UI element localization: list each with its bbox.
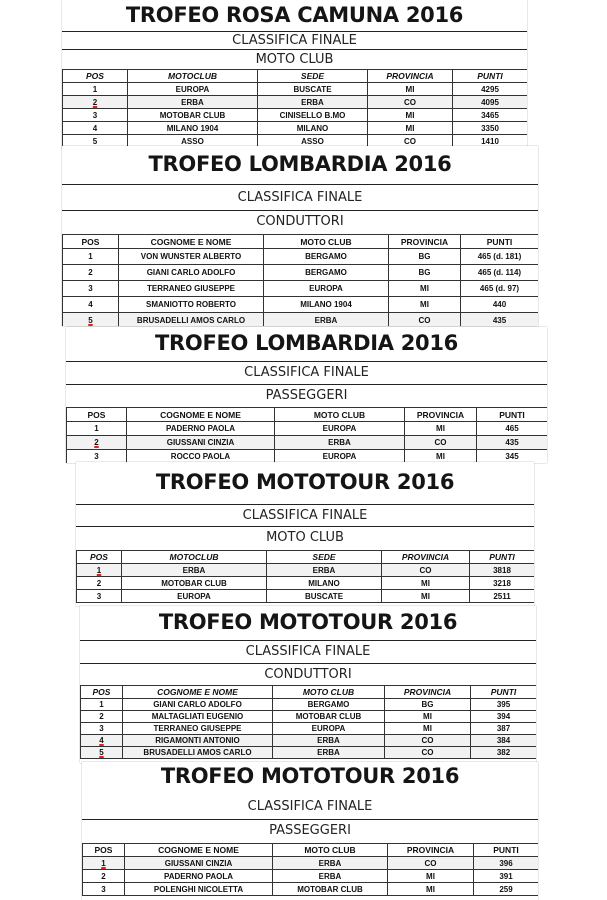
col-header: MOTOCLUB bbox=[122, 551, 267, 564]
ranking-table bbox=[66, 407, 547, 463]
cell-pos: 3 bbox=[77, 590, 122, 603]
cell-provincia: MI bbox=[385, 723, 471, 735]
ranking-table bbox=[80, 685, 536, 759]
cell-pos: 1 bbox=[63, 83, 128, 96]
cell-club: EUROPA bbox=[264, 281, 389, 297]
cell-pos: 3 bbox=[63, 281, 119, 297]
cell-sede: MILANO bbox=[267, 577, 382, 590]
table-header-row bbox=[81, 686, 537, 699]
col-header: POS bbox=[81, 686, 123, 699]
col-header: PROVINCIA bbox=[388, 844, 474, 857]
col-header: MOTO CLUB bbox=[275, 408, 405, 422]
cell-club: ERBA bbox=[273, 747, 385, 759]
cell-name: GIANI CARLO ADOLFO bbox=[123, 699, 273, 711]
col-header: MOTO CLUB bbox=[273, 844, 388, 857]
highlight-mark: 2 bbox=[92, 97, 98, 107]
col-header: SEDE bbox=[258, 70, 368, 83]
table-row bbox=[63, 297, 539, 313]
cell-punti: 345 bbox=[477, 450, 548, 464]
cell-pos: 1 bbox=[63, 249, 119, 265]
cell-club: EUROPA bbox=[122, 590, 267, 603]
cell-club: MOTOBAR CLUB bbox=[273, 711, 385, 723]
table-header-row bbox=[77, 551, 535, 564]
cell-name: GIUSSANI CINZIA bbox=[125, 857, 273, 870]
cell-sede: ERBA bbox=[267, 564, 382, 577]
sheet-mototour-passeggeri bbox=[82, 762, 538, 900]
table-row bbox=[77, 590, 535, 603]
col-header: MOTO CLUB bbox=[264, 235, 389, 249]
cell-club: ERBA bbox=[264, 313, 389, 327]
col-header: COGNOME E NOME bbox=[127, 408, 275, 422]
sheet-title: TROFEO LOMBARDIA 2016 bbox=[148, 152, 452, 176]
col-header: PROVINCIA bbox=[389, 235, 461, 249]
table-row bbox=[63, 265, 539, 281]
cell-provincia: BG bbox=[389, 249, 461, 265]
cell-provincia: MI bbox=[405, 422, 477, 436]
cell-club: ERBA bbox=[273, 857, 388, 870]
cell-pos bbox=[77, 564, 122, 577]
cell-pos: 5 bbox=[63, 135, 128, 148]
highlight-mark: 1 bbox=[101, 858, 106, 868]
col-header: PROVINCIA bbox=[368, 70, 453, 83]
table-row bbox=[63, 249, 539, 265]
col-header: POS bbox=[63, 70, 128, 83]
col-header: PUNTI bbox=[474, 844, 539, 857]
cell-pos: 3 bbox=[81, 723, 123, 735]
cell-club: ERBA bbox=[273, 870, 388, 883]
cell-punti: 465 (d. 97) bbox=[461, 281, 539, 297]
cell-punti: 435 bbox=[477, 436, 548, 450]
sheet-title: TROFEO MOTOTOUR 2016 bbox=[160, 764, 460, 788]
table-row bbox=[67, 436, 548, 450]
ranking-table bbox=[62, 69, 527, 148]
sheet-mototour-motoclub bbox=[76, 462, 534, 606]
cell-punti: 3218 bbox=[470, 577, 535, 590]
table-header-row bbox=[63, 70, 528, 83]
cell-name: BRUSADELLI AMOS CARLO bbox=[123, 747, 273, 759]
cell-club: BERGAMO bbox=[273, 699, 385, 711]
cell-club: ERBA bbox=[128, 96, 258, 109]
cell-sede: ERBA bbox=[258, 96, 368, 109]
cell-club: BERGAMO bbox=[264, 265, 389, 281]
cell-name: GIUSSANI CINZIA bbox=[127, 436, 275, 450]
cell-pos: 1 bbox=[81, 699, 123, 711]
cell-name: TERRANEO GIUSEPPE bbox=[123, 723, 273, 735]
col-header: PROVINCIA bbox=[385, 686, 471, 699]
cell-club: MOTOBAR CLUB bbox=[122, 577, 267, 590]
cell-sede: MILANO bbox=[258, 122, 368, 135]
cell-punti: 395 bbox=[471, 699, 537, 711]
table-row bbox=[63, 313, 539, 327]
cell-name: ROCCO PAOLA bbox=[127, 450, 275, 464]
sheet-subtitle: CLASSIFICA FINALE bbox=[76, 504, 534, 526]
cell-name: MALTAGLIATI EUGENIO bbox=[123, 711, 273, 723]
cell-pos bbox=[67, 436, 127, 450]
cell-punti: 465 (d. 181) bbox=[461, 249, 539, 265]
sheet-title: TROFEO MOTOTOUR 2016 bbox=[155, 470, 455, 494]
cell-provincia: BG bbox=[389, 265, 461, 281]
table-row bbox=[67, 450, 548, 464]
col-header: POS bbox=[63, 235, 119, 249]
cell-club: EUROPA bbox=[273, 723, 385, 735]
col-header: MOTO CLUB bbox=[273, 686, 385, 699]
col-header: PROVINCIA bbox=[405, 408, 477, 422]
cell-club: MOTOBAR CLUB bbox=[128, 109, 258, 122]
cell-pos: 2 bbox=[83, 870, 125, 883]
table-row bbox=[67, 422, 548, 436]
cell-punti: 387 bbox=[471, 723, 537, 735]
cell-punti: 396 bbox=[474, 857, 539, 870]
cell-name: POLENGHI NICOLETTA bbox=[125, 883, 273, 896]
cell-pos: 3 bbox=[63, 109, 128, 122]
cell-name: VON WUNSTER ALBERTO bbox=[119, 249, 264, 265]
cell-punti: 440 bbox=[461, 297, 539, 313]
table-row bbox=[63, 83, 528, 96]
sheet-category: PASSEGGERI bbox=[66, 384, 547, 407]
cell-provincia: MI bbox=[389, 281, 461, 297]
cell-pos: 4 bbox=[63, 122, 128, 135]
table-row bbox=[63, 109, 528, 122]
cell-provincia: CO bbox=[405, 436, 477, 450]
cell-punti: 259 bbox=[474, 883, 539, 896]
cell-sede: BUSCATE bbox=[258, 83, 368, 96]
col-header: PROVINCIA bbox=[382, 551, 470, 564]
cell-name: GIANI CARLO ADOLFO bbox=[119, 265, 264, 281]
sheet-category: CONDUTTORI bbox=[62, 210, 538, 233]
table-row bbox=[83, 870, 539, 883]
cell-pos: 1 bbox=[67, 422, 127, 436]
sheet-subtitle: CLASSIFICA FINALE bbox=[62, 31, 527, 49]
cell-club: MOTOBAR CLUB bbox=[273, 883, 388, 896]
cell-club: ERBA bbox=[273, 735, 385, 747]
col-header: SEDE bbox=[267, 551, 382, 564]
cell-pos bbox=[63, 313, 119, 327]
table-row bbox=[81, 735, 537, 747]
cell-punti: 384 bbox=[471, 735, 537, 747]
cell-punti: 3465 bbox=[453, 109, 528, 122]
cell-provincia: BG bbox=[385, 699, 471, 711]
table-row bbox=[77, 564, 535, 577]
table-row bbox=[81, 699, 537, 711]
sheet-subtitle: CLASSIFICA FINALE bbox=[66, 361, 547, 384]
cell-name: PADERNO PAOLA bbox=[127, 422, 275, 436]
col-header: PUNTI bbox=[471, 686, 537, 699]
col-header: PUNTI bbox=[461, 235, 539, 249]
cell-pos: 2 bbox=[81, 711, 123, 723]
cell-provincia: MI bbox=[388, 883, 474, 896]
cell-punti: 4095 bbox=[453, 96, 528, 109]
sheet-lombardia-passeggeri bbox=[66, 327, 547, 463]
cell-sede: BUSCATE bbox=[267, 590, 382, 603]
cell-provincia: MI bbox=[389, 297, 461, 313]
table-row bbox=[63, 96, 528, 109]
ranking-table bbox=[62, 234, 538, 326]
cell-club: EUROPA bbox=[275, 422, 405, 436]
table-row bbox=[81, 711, 537, 723]
cell-provincia: MI bbox=[368, 109, 453, 122]
table-header-row bbox=[63, 235, 539, 249]
sheet-category: PASSEGGERI bbox=[82, 819, 538, 842]
cell-punti: 391 bbox=[474, 870, 539, 883]
ranking-table bbox=[82, 843, 538, 896]
highlight-mark: 1 bbox=[96, 565, 102, 575]
sheet-subtitle: CLASSIFICA FINALE bbox=[80, 640, 536, 663]
col-header: POS bbox=[77, 551, 122, 564]
cell-club: EUROPA bbox=[128, 83, 258, 96]
cell-name: BRUSADELLI AMOS CARLO bbox=[119, 313, 264, 327]
cell-pos: 3 bbox=[83, 883, 125, 896]
cell-provincia: MI bbox=[385, 711, 471, 723]
cell-club: MILANO 1904 bbox=[264, 297, 389, 313]
cell-provincia: MI bbox=[382, 577, 470, 590]
cell-name: TERRANEO GIUSEPPE bbox=[119, 281, 264, 297]
cell-provincia: CO bbox=[385, 735, 471, 747]
cell-provincia: CO bbox=[368, 96, 453, 109]
cell-punti: 465 (d. 114) bbox=[461, 265, 539, 281]
table-row bbox=[83, 883, 539, 896]
cell-club: ERBA bbox=[122, 564, 267, 577]
cell-punti: 382 bbox=[471, 747, 537, 759]
sheet-rosa-camuna bbox=[62, 0, 527, 150]
col-header: COGNOME E NOME bbox=[123, 686, 273, 699]
cell-name: PADERNO PAOLA bbox=[125, 870, 273, 883]
highlight-mark: 5 bbox=[99, 748, 104, 757]
sheet-lombardia-conduttori bbox=[62, 146, 538, 326]
table-row bbox=[81, 747, 537, 759]
cell-pos bbox=[81, 747, 123, 759]
cell-club: EUROPA bbox=[275, 450, 405, 464]
table-row bbox=[63, 281, 539, 297]
cell-provincia: CO bbox=[382, 564, 470, 577]
cell-punti: 465 bbox=[477, 422, 548, 436]
table-row bbox=[63, 122, 528, 135]
cell-pos bbox=[63, 96, 128, 109]
table-row bbox=[81, 723, 537, 735]
cell-pos: 4 bbox=[63, 297, 119, 313]
sheet-mototour-conduttori bbox=[80, 606, 536, 763]
col-header: MOTOCLUB bbox=[128, 70, 258, 83]
col-header: POS bbox=[67, 408, 127, 422]
cell-club: BERGAMO bbox=[264, 249, 389, 265]
cell-punti: 3818 bbox=[470, 564, 535, 577]
cell-pos: 3 bbox=[67, 450, 127, 464]
col-header: PUNTI bbox=[453, 70, 528, 83]
col-header: COGNOME E NOME bbox=[119, 235, 264, 249]
cell-provincia: CO bbox=[368, 135, 453, 148]
cell-name: SMANIOTTO ROBERTO bbox=[119, 297, 264, 313]
cell-provincia: MI bbox=[368, 122, 453, 135]
cell-punti: 394 bbox=[471, 711, 537, 723]
cell-pos bbox=[83, 857, 125, 870]
cell-punti: 3350 bbox=[453, 122, 528, 135]
sheet-title: TROFEO MOTOTOUR 2016 bbox=[158, 610, 458, 634]
cell-pos bbox=[81, 735, 123, 747]
sheet-title: TROFEO LOMBARDIA 2016 bbox=[155, 331, 458, 355]
col-header: PUNTI bbox=[470, 551, 535, 564]
cell-punti: 2511 bbox=[470, 590, 535, 603]
highlight-mark: 5 bbox=[88, 316, 93, 325]
cell-pos: 2 bbox=[63, 265, 119, 281]
sheet-category: CONDUTTORI bbox=[80, 663, 536, 685]
table-header-row bbox=[83, 844, 539, 857]
cell-provincia: MI bbox=[382, 590, 470, 603]
sheet-title: TROFEO ROSA CAMUNA 2016 bbox=[125, 3, 464, 27]
col-header: COGNOME E NOME bbox=[125, 844, 273, 857]
table-row bbox=[83, 857, 539, 870]
cell-provincia: MI bbox=[405, 450, 477, 464]
cell-provincia: CO bbox=[385, 747, 471, 759]
cell-punti: 435 bbox=[461, 313, 539, 327]
cell-provincia: CO bbox=[388, 857, 474, 870]
table-header-row bbox=[67, 408, 548, 422]
cell-provincia: CO bbox=[389, 313, 461, 327]
cell-provincia: MI bbox=[388, 870, 474, 883]
col-header: PUNTI bbox=[477, 408, 548, 422]
sheet-category: MOTO CLUB bbox=[62, 49, 527, 69]
cell-pos: 2 bbox=[77, 577, 122, 590]
cell-club: MILANO 1904 bbox=[128, 122, 258, 135]
sheet-category: MOTO CLUB bbox=[76, 526, 534, 549]
cell-punti: 1410 bbox=[453, 135, 528, 148]
cell-sede: CINISELLO B.MO bbox=[258, 109, 368, 122]
highlight-mark: 4 bbox=[99, 736, 104, 745]
cell-provincia: MI bbox=[368, 83, 453, 96]
sheet-subtitle: CLASSIFICA FINALE bbox=[62, 184, 538, 210]
cell-punti: 4295 bbox=[453, 83, 528, 96]
cell-name: RIGAMONTI ANTONIO bbox=[123, 735, 273, 747]
sheet-subtitle: CLASSIFICA FINALE bbox=[247, 799, 373, 814]
ranking-table bbox=[76, 550, 534, 603]
cell-club: ASSO bbox=[128, 135, 258, 148]
cell-sede: ASSO bbox=[258, 135, 368, 148]
cell-club: ERBA bbox=[275, 436, 405, 450]
table-row bbox=[77, 577, 535, 590]
highlight-mark: 2 bbox=[94, 438, 99, 447]
col-header: POS bbox=[83, 844, 125, 857]
